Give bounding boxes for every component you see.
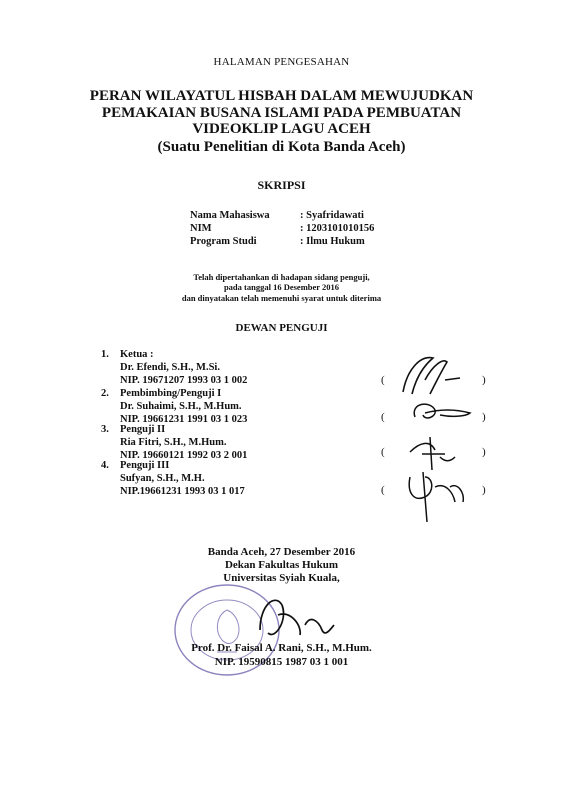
signature-paren-close-1: ): [482, 374, 486, 386]
defense-statement-line-1: Telah dipertahankan di hadapan sidang penguji,: [193, 272, 370, 282]
examiner-1-signature: [385, 350, 485, 400]
examiner-4-role: Penguji III: [120, 460, 170, 471]
signature-paren-open-3: (: [381, 446, 385, 458]
signature-paren-open-4: (: [381, 484, 385, 496]
examiner-2-nip: NIP. 19661231 1991 03 1 023: [120, 414, 248, 425]
examiner-1-nip: NIP. 19671207 1993 03 1 002: [120, 375, 248, 386]
examiner-3-number: 3.: [101, 424, 109, 435]
signature-paren-open-2: (: [381, 411, 385, 423]
signature-paren-open-1: (: [381, 374, 385, 386]
thesis-title-line-2: PEMAKAIAN BUSANA ISLAMI PADA PEMBUATAN: [101, 105, 462, 121]
approval-place-date: Banda Aceh, 27 Desember 2016: [207, 546, 356, 558]
examiner-2-name: Dr. Suhaimi, S.H., M.Hum.: [120, 401, 242, 412]
dean-name: Prof. Dr. Faisal A. Rani, S.H., M.Hum.: [191, 642, 372, 654]
defense-statement-line-2: pada tanggal 16 Desember 2016: [223, 282, 340, 292]
examiner-4-name: Sufyan, S.H., M.H.: [120, 473, 205, 484]
student-name-label: Nama Mahasiswa: [190, 210, 270, 221]
dean-nip: NIP. 19590815 1987 03 1 001: [214, 656, 349, 668]
signature-paren-close-2: ): [482, 411, 486, 423]
examiner-2-signature: [395, 395, 485, 430]
examiner-1-number: 1.: [101, 349, 109, 360]
thesis-title-line-1: PERAN WILAYATUL HISBAH DALAM MEWUJUDKAN: [89, 88, 474, 104]
student-program-label: Program Studi: [190, 236, 257, 247]
student-nim-label: NIM: [190, 223, 212, 234]
examiner-2-number: 2.: [101, 388, 109, 399]
signature-paren-close-4: ): [482, 484, 486, 496]
examiner-3-nip: NIP. 19660121 1992 03 2 001: [120, 450, 248, 461]
examiner-4-number: 4.: [101, 460, 109, 471]
page-header: HALAMAN PENGESAHAN: [213, 56, 350, 68]
approval-position: Dekan Fakultas Hukum: [224, 559, 339, 571]
defense-statement-line-3: dan dinyatakan telah memenuhi syarat untuk diterima: [181, 293, 382, 303]
examiner-1-name: Dr. Efendi, S.H., M.Si.: [120, 362, 220, 373]
student-program-value: : Ilmu Hukum: [300, 236, 365, 247]
examiner-board-title: DEWAN PENGUJI: [235, 322, 328, 334]
document-type: SKRIPSI: [257, 178, 306, 192]
thesis-title-line-3: VIDEOKLIP LAGU ACEH: [192, 121, 371, 137]
approval-institution: Universitas Syiah Kuala,: [223, 572, 340, 584]
examiner-2-role: Pembimbing/Penguji I: [120, 388, 222, 399]
signature-paren-close-3: ): [482, 446, 486, 458]
examiner-3-name: Ria Fitri, S.H., M.Hum.: [120, 437, 227, 448]
examiner-4-nip: NIP.19661231 1993 03 1 017: [120, 486, 245, 497]
thesis-subtitle: (Suatu Penelitian di Kota Banda Aceh): [157, 139, 406, 155]
examiner-1-role: Ketua :: [120, 349, 154, 360]
student-name-value: : Syafridawati: [300, 210, 364, 221]
examiner-3-role: Penguji II: [120, 424, 166, 435]
examiner-4-signature: [395, 462, 485, 532]
student-nim-value: : 1203101010156: [300, 223, 375, 234]
